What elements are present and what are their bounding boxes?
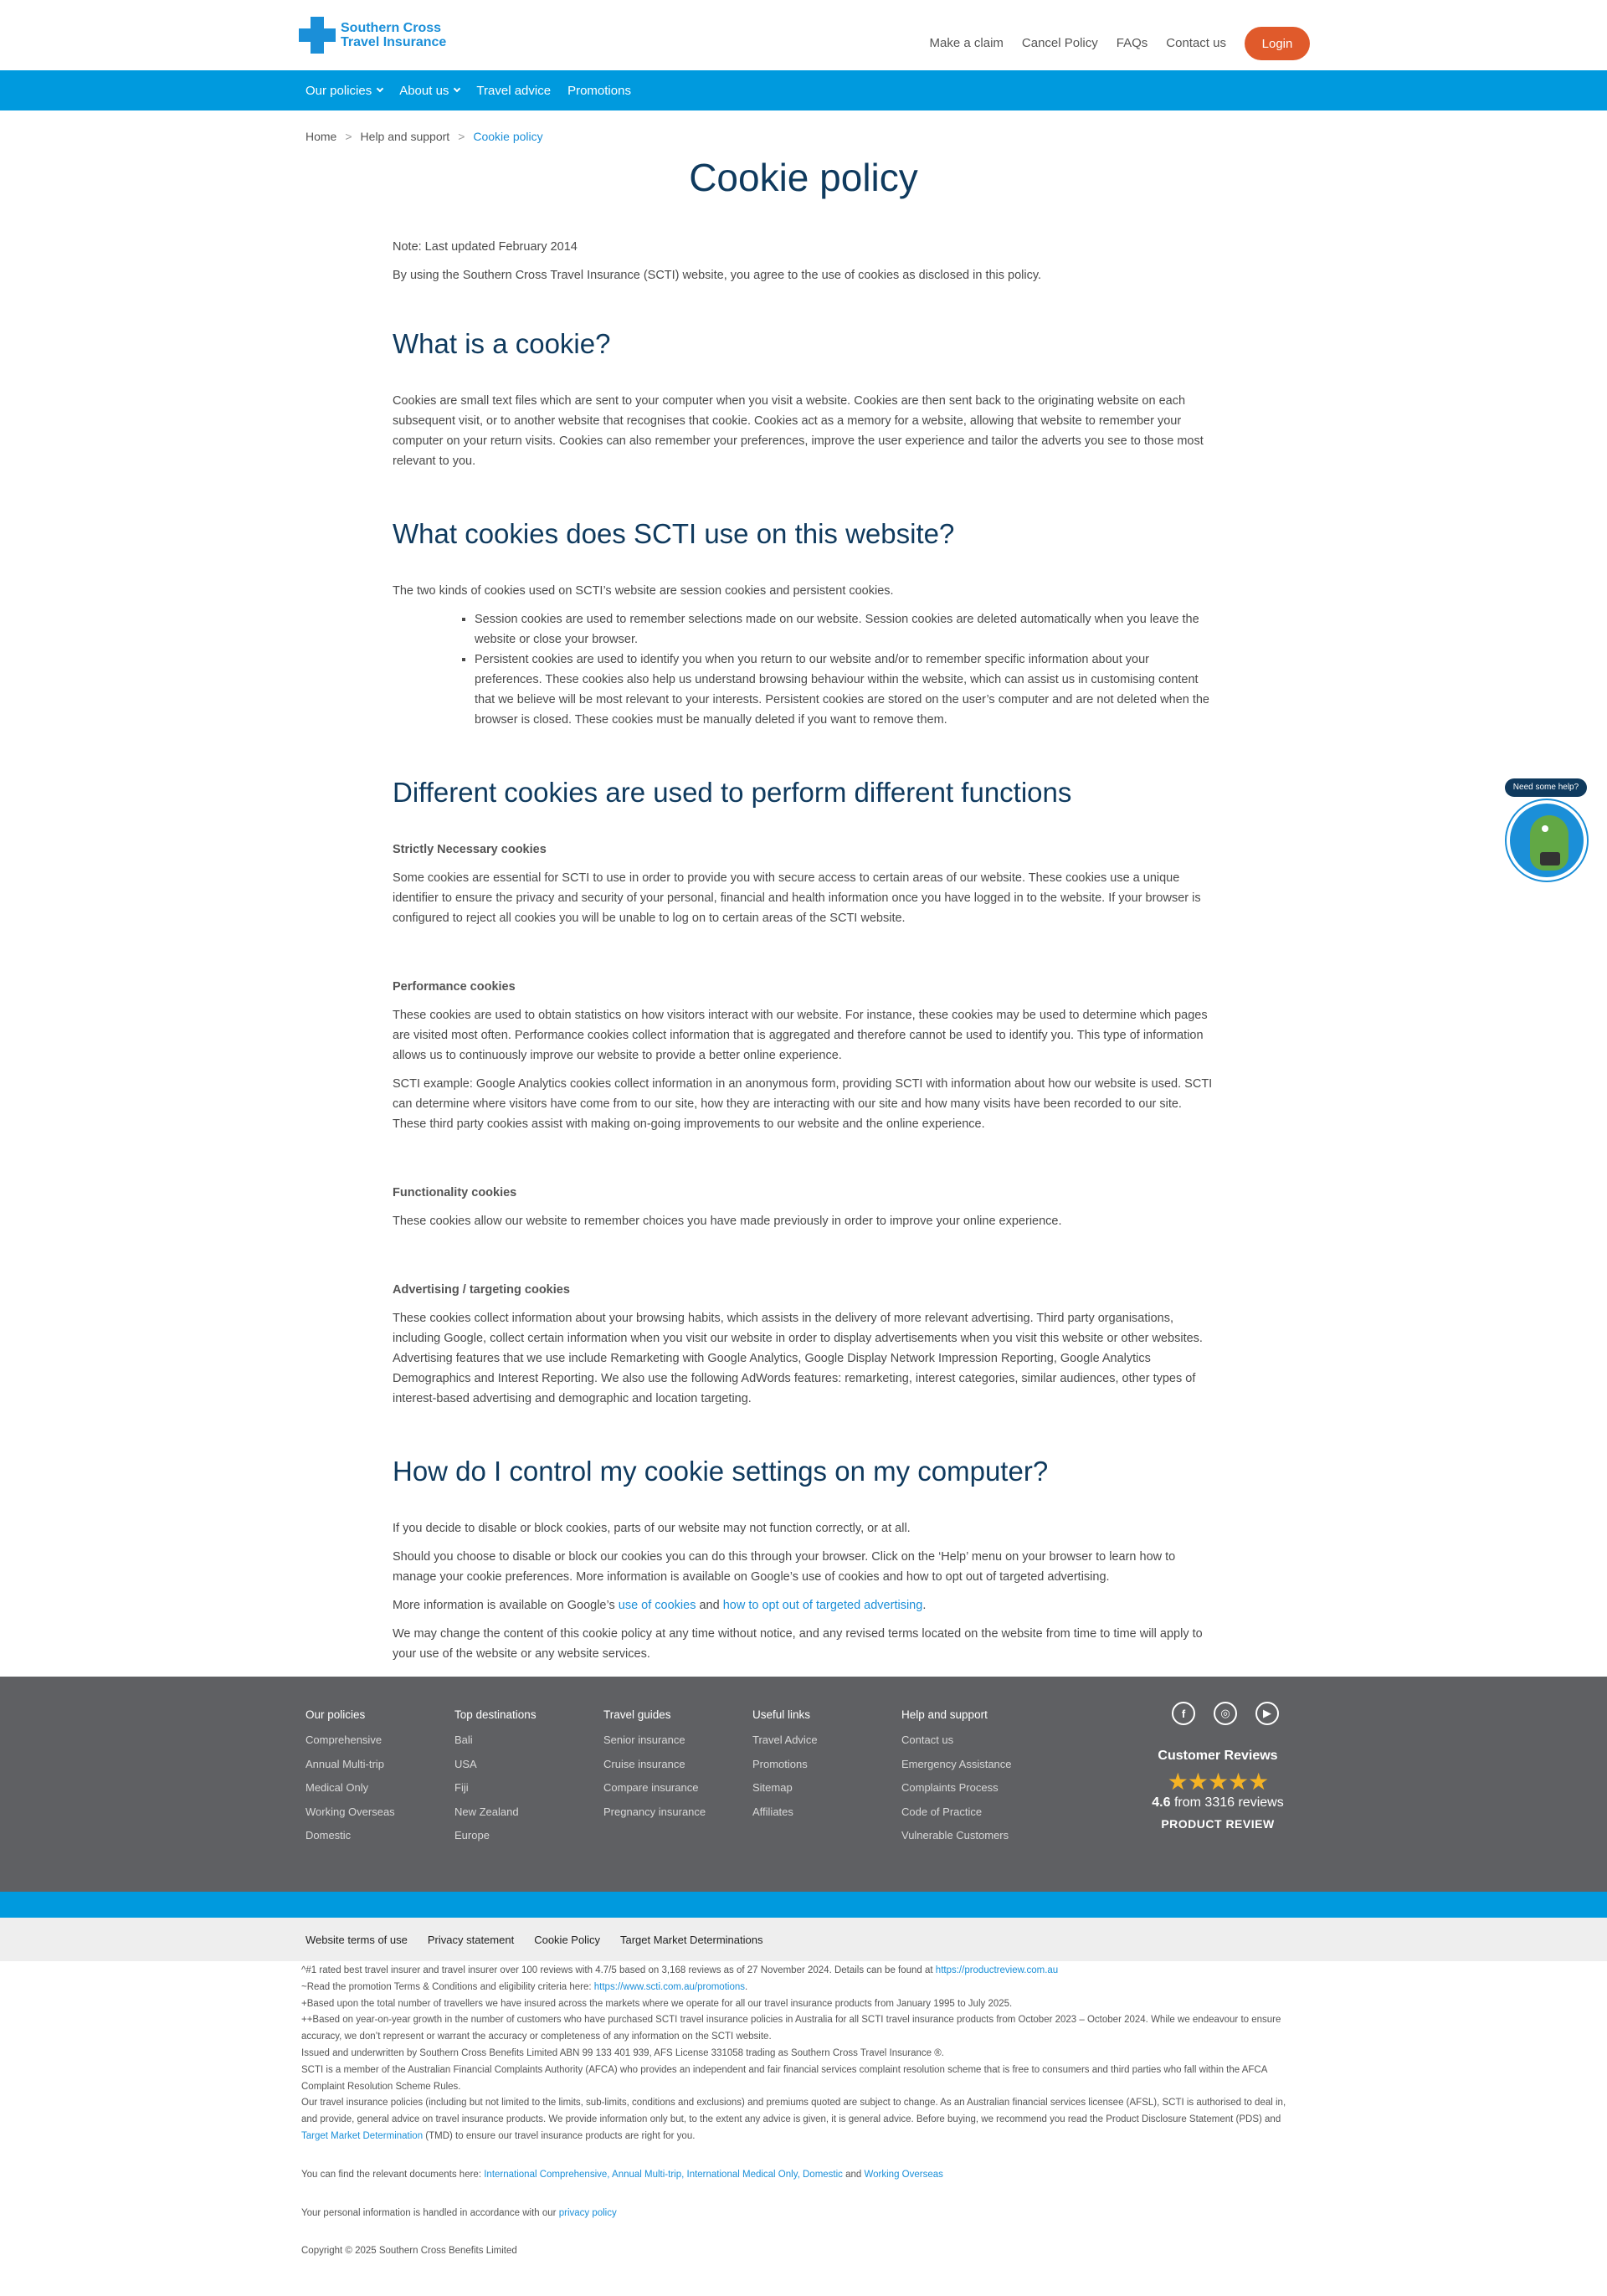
paragraph-control-4: We may change the content of this cookie policy at any time without notice, and any revised terms located on the website from time to time will apply to your use of the website or any website services. [393,1627,1203,1661]
footer-heading: Top destinations [454,1708,537,1721]
fine-text: ^#1 rated best travel insurer and travel insurer over 100 reviews with 4.7/5 based on 3,168 reviews as of 27 November 2024. Details can be found at [301,1965,936,1975]
footer-link[interactable]: USA [454,1757,477,1770]
privacy-policy-link[interactable]: privacy policy [558,2207,617,2218]
help-label[interactable]: Need some help? [1505,778,1587,797]
cookie-types-list [475,609,1214,730]
social-links [1172,1702,1279,1725]
fine-text: (TMD) to ensure our travel insurance products are right for you. [423,2130,696,2141]
website-terms-link[interactable]: Website terms of use [305,1933,408,1946]
footer-link[interactable]: Fiji [454,1781,469,1794]
fine-line: ++Based on year-on-year growth in the number of customers who have purchased SCTI travel insurance policies in Australia for all SCTI travel insurance products from October 2023 – October 2024. While we endeavour to ensure accuracy, we don’t represent or warrant the accuracy or completeness of any information on the SCTI website. [301,2015,1281,2042]
help-widget[interactable] [1505,778,1589,881]
last-updated-note: Note: Last updated February 2014 [393,240,578,254]
heading-advertising: Advertising / targeting cookies [393,1283,570,1297]
footer-link[interactable]: Comprehensive [305,1734,382,1746]
fine-text: Your personal information is handled in accordance with our [301,2207,559,2218]
footer-heading: Useful links [752,1708,811,1721]
main-content [393,237,1214,1672]
page-title: Cookie policy [689,156,918,199]
fine-text: ~Read the promotion Terms & Conditions and eligibility criteria here: [301,1981,594,1992]
list-item-session: ▪ Session cookies are used to remember selections made on our website. Session cookies are deleted automatically when you leave the website or close your browser. [475,609,1214,650]
footer-link[interactable]: Bali [454,1734,473,1746]
youtube-icon[interactable]: ▶ [1255,1702,1279,1725]
fine-line: Issued and underwritten by Southern Cross Benefits Limited ABN 99 133 401 939, AFS License 331058 trading as Southern Cross Travel Insurance ®. [301,2047,944,2058]
privacy-line [301,2206,1302,2222]
top-header [0,0,1607,70]
footer-column-help [901,1708,1012,1852]
footer-column-policies [305,1708,395,1852]
nav-promotions[interactable]: Promotions [567,83,631,98]
login-button[interactable]: Login [1245,27,1310,60]
breadcrumb-separator: > [345,130,352,143]
heading-performance: Performance cookies [393,980,516,994]
help-mascot-icon[interactable] [1507,800,1587,881]
heading-cookies-used: What cookies does SCTI use on this website? [393,518,955,549]
logo-line1: Southern Cross [341,21,442,35]
fine-line [301,2095,1302,2144]
paragraph-performance-2: SCTI example: Google Analytics cookies collect information in an anonymous form, providing SCTI with information about how our website is used. SCTI can determine where visitors have come from to our site, how they are interacting with our site and how many visits have been recorded to our site. These third party cookies assist with making on-going improvements to our website and the online experience. [393,1077,1213,1131]
paragraph-what-is-cookie: Cookies are small text files which are sent to your computer when you visit a website. Cookies are then sent back to the originating website on each subsequent visit, or to another website that recognises that cookie. Cookies act as a memory for a website, allowing that website to remember your computer on your return visits. Cookies can also remember your preferences, improve the user experience and tailor the adverts you see to those most relevant to you. [393,394,1204,468]
fine-line: SCTI is a member of the Australian Financial Complaints Authority (AFCA) who provides an independent and fair financial services complaint resolution scheme that is free to consumers and third parties who fall within the AFCA Complaint Resolution Scheme Rules. [301,2064,1267,2092]
footer-column-destinations [454,1708,537,1852]
control-3-and: and [696,1599,723,1612]
footer-link[interactable]: Travel Advice [752,1734,818,1746]
breadcrumb-current: Cookie policy [473,130,543,143]
nav-our-policies[interactable] [305,84,382,98]
footer-link[interactable]: Affiliates [752,1805,793,1818]
logo-line2: Travel Insurance [341,35,447,49]
paragraph-control-3 [393,1595,1214,1615]
footer-link[interactable]: Complaints Process [901,1781,999,1794]
heading-functionality: Functionality cookies [393,1186,517,1199]
paragraph-performance-1: These cookies are used to obtain statistics on how visitors interact with our website. For instance, these cookies may be used to determine which pages are visited most often. Performance cookies collect information that is aggregated and therefore cannot be used to identify you. This type of information allows us to continuously improve our website to provide a better online experience. [393,1009,1208,1062]
heading-strictly-necessary: Strictly Necessary cookies [393,843,547,856]
use-of-cookies-link[interactable]: use of cookies [618,1599,696,1612]
fine-text: and [842,2169,865,2180]
footer-link[interactable]: Promotions [752,1757,808,1770]
main-nav [0,70,1607,110]
cross-logo-icon [299,17,336,54]
paragraph-control-1: If you decide to disable or block cookies, parts of our website may not function correctly, or at all. [393,1522,911,1535]
footer-link[interactable]: Working Overseas [305,1805,395,1818]
faqs-link[interactable]: FAQs [1116,36,1148,50]
footer-link[interactable]: New Zealand [454,1805,519,1818]
privacy-statement-link[interactable]: Privacy statement [427,1933,515,1946]
copyright: Copyright © 2025 Southern Cross Benefits Limited [301,2246,517,2257]
cancel-policy-link[interactable]: Cancel Policy [1021,36,1098,50]
footer-link[interactable]: Compare insurance [603,1781,699,1794]
fine-text: . [745,1981,748,1992]
footer-link[interactable]: Cruise insurance [603,1757,685,1770]
rating-text: from 3316 reviews [1173,1795,1284,1810]
footer-link[interactable]: Domestic [305,1829,352,1841]
promotions-link[interactable]: https://www.scti.com.au/promotions [593,1981,745,1992]
facebook-icon[interactable]: f [1172,1702,1195,1725]
footer-heading: Travel guides [603,1708,671,1721]
footer-link[interactable]: Emergency Assistance [901,1757,1012,1770]
footer-column-guides [603,1708,706,1828]
chevron-down-icon [454,85,460,92]
cookie-policy-link[interactable]: Cookie Policy [534,1933,600,1946]
footer-heading: Our policies [305,1708,366,1721]
contact-us-link[interactable]: Contact us [1166,36,1226,50]
paragraph-strictly-necessary: Some cookies are essential for SCTI to use in order to provide you with secure access to certain areas of our website. These cookies use a unique identifier to ensure the privacy and security of your personal, financial and health information once you have logged in to the website. If your browser is configured to reject all cookies you will be unable to log on to certain areas of the SCTI website. [393,871,1201,925]
nav-about-us[interactable] [399,84,460,98]
reviews-title: Customer Reviews [1158,1749,1278,1763]
legal-links-bar [0,1918,1607,1961]
control-3-end: . [922,1599,927,1612]
footer-divider-bar [0,1892,1607,1918]
productreview-link[interactable]: https://productreview.com.au [935,1965,1059,1975]
list-item-persistent: ▪ Persistent cookies are used to identify you when you return to our website and/or to remember specific information about your preferences. These cookies also help us understand browsing behaviour within the website, which can assist us in customising content that we believe will be most relevant to your interests. Persistent cookies are stored on the user’s computer and are not deleted when the browser is closed. These cookies must be manually deleted if you want to remove them. [475,650,1214,730]
tmd-link[interactable]: Target Market Determinations [619,1933,763,1946]
nav-travel-advice[interactable]: Travel advice [476,83,552,98]
breadcrumb-separator: > [458,130,465,143]
breadcrumb-help-and-support[interactable]: Help and support [360,130,450,143]
review-count [1142,1795,1293,1811]
opt-out-link[interactable]: how to opt out of targeted advertising [722,1599,923,1612]
nav-about-us-label: About us [399,83,449,98]
fine-text: You can find the relevant documents here: [301,2169,485,2180]
paragraph-advertising: These cookies collect information about your browsing habits, which assists in the delivery of more relevant advertising. Third party organisations, including Google, collect certain information when you visit our website in order to display advertisements when you visit this website or other websites. Advertising features that we use include Remarketing with Google Analytics, Google Display Network Impression Reporting, Google Analytics Demographics and Interest Reporting. We also use the following AdWords features: remarketing, interest categories, similar audiences, other types of interest-based advertising and demographic and location targeting. [393,1312,1203,1405]
documents-line [301,2167,1302,2184]
control-3-text: More information is available on Google’s [393,1599,619,1612]
footer-link[interactable]: Code of Practice [901,1805,983,1818]
footer [0,1677,1607,1892]
heading-control-settings: How do I control my cookie settings on my computer? [393,1456,1049,1487]
paragraph-control-2: Should you choose to disable or block our cookies you can do this through your browser. Click on the ‘Help’ menu on your browser to learn how to manage your cookie preferences. More information is available on Google’s use of cookies and how to opt out of targeted advertising. [393,1550,1176,1584]
working-overseas-link[interactable]: Working Overseas [864,2169,943,2180]
footer-link[interactable]: Contact us [901,1734,954,1746]
fine-line [301,1963,1302,1980]
footer-heading: Help and support [901,1708,988,1721]
breadcrumb-home[interactable]: Home [305,130,337,143]
heading-different-functions: Different cookies are used to perform different functions [393,777,1072,808]
nav-our-policies-label: Our policies [305,83,372,98]
footer-link[interactable]: Annual Multi-trip [305,1757,384,1770]
customer-reviews[interactable] [1142,1749,1293,1831]
target-market-link[interactable]: Target Market Determination [301,2130,424,2141]
instagram-icon[interactable]: ◎ [1214,1702,1237,1725]
logo-text [341,21,446,49]
star-rating-icon: ★★★★★ [1167,1769,1269,1795]
fine-print [301,1963,1302,2260]
footer-link[interactable]: Medical Only [305,1781,369,1794]
documents-link[interactable]: International Comprehensive, Annual Multi-trip, International Medical Only, Domestic [484,2169,843,2180]
logo[interactable] [299,17,446,54]
productreview-logo: PRODUCT REVIEW [1161,1817,1275,1831]
fine-line: +Based upon the total number of travellers we have insured across the markets where we operate for all our travel insurance products from January 1995 to July 2025. [301,1998,1013,2009]
footer-link[interactable]: Pregnancy insurance [603,1805,706,1818]
rating-value: 4.6 [1152,1795,1171,1810]
footer-link[interactable]: Sitemap [752,1781,793,1794]
paragraph-cookies-used: The two kinds of cookies used on SCTI’s website are session cookies and persistent cookies. [393,584,894,598]
heading-what-is-cookie: What is a cookie? [393,328,611,359]
footer-link[interactable]: Vulnerable Customers [901,1829,1009,1841]
paragraph-functionality: These cookies allow our website to remember choices you have made previously in order to improve your online experience. [393,1215,1062,1228]
footer-column-useful [752,1708,818,1828]
fine-text: Our travel insurance policies (including but not limited to the limits, sub-limits, conditions and exclusions) and premiums quoted are subject to change. As an Australian financial services licensee (AFSL), SCTI is authorised to deal in, and provide, general advice on travel insurance products. We provide information only but, to the extent any advice is given, it is general advice. Before buying, we recommend you read the Product Disclosure Statement (PDS) and [301,2098,1286,2125]
fine-line [301,1980,1302,1996]
footer-link[interactable]: Europe [454,1829,490,1841]
make-a-claim-link[interactable]: Make a claim [929,36,1004,50]
breadcrumb [305,130,543,143]
footer-link[interactable]: Senior insurance [603,1734,685,1746]
top-nav [930,25,1310,62]
intro-paragraph: By using the Southern Cross Travel Insurance (SCTI) website, you agree to the use of cookies as disclosed in this policy. [393,269,1042,282]
chevron-down-icon [377,85,383,92]
